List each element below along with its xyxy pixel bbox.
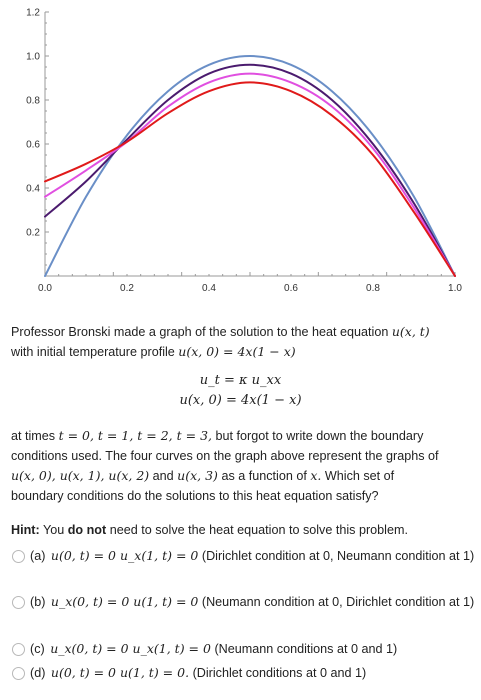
x-tick-label: 0.0 <box>38 283 52 294</box>
radio-button-b[interactable] <box>12 596 25 609</box>
y-tick-label: 0.4 <box>26 183 40 195</box>
x-tick-label: 0.6 <box>284 283 298 294</box>
option-d[interactable]: (d) u(0, t) = 0 u(1, t) = 0. (Dirichlet conditions at 0 and 1) <box>12 664 366 682</box>
x-tick-label: 0.4 <box>202 283 216 294</box>
x-tick-label: 0.2 <box>120 283 134 294</box>
y-tick-label: 0.8 <box>26 95 40 107</box>
question-paragraph-2: at times t = 0, t = 1, t = 2, t = 3, but forgot to write down the boundary conditions used. The four curves on the graph above represent the graphs of u(x, 0), u(x, 1), u(x, 2) and u(x, 3) as a function of x. Which set of boundary conditions do the solutions to this heat equation satisfy? <box>11 428 439 503</box>
heat-equation: u_t = κ u_xx <box>199 373 282 388</box>
option-a[interactable]: (a) u(0, t) = 0 u_x(1, t) = 0 (Dirichlet condition at 0, Neumann condition at 1) <box>12 547 474 565</box>
plot-curves <box>45 56 455 276</box>
y-tick-label: 1.2 <box>26 7 40 19</box>
y-tick-label: 1.0 <box>26 51 40 63</box>
plot-axes <box>26 8 462 295</box>
hint-text: Hint: You do not need to solve the heat equation to solve this problem. <box>11 523 408 537</box>
solution-plot <box>0 0 481 300</box>
y-tick-label: 0.2 <box>26 227 40 239</box>
question-paragraph-1: Professor Bronski made a graph of the solution to the heat equation u(x, t) with initial temperature profile u(x, 0) = 4x(1 − x) <box>11 324 430 359</box>
y-tick-label: 0.6 <box>26 139 40 151</box>
series-line-2 <box>45 74 455 276</box>
radio-button-a[interactable] <box>12 550 25 563</box>
radio-button-c[interactable] <box>12 643 25 656</box>
initial-condition: u(x, 0) = 4x(1 − x) <box>179 393 302 408</box>
series-line-0 <box>45 56 455 276</box>
option-b[interactable]: (b) u_x(0, t) = 0 u(1, t) = 0 (Neumann condition at 0, Dirichlet condition at 1) <box>12 593 474 611</box>
series-line-3 <box>45 82 455 276</box>
series-line-1 <box>45 65 455 276</box>
x-tick-label: 1.0 <box>448 283 462 294</box>
x-tick-label: 0.8 <box>366 283 380 294</box>
radio-button-d[interactable] <box>12 667 25 680</box>
option-c[interactable]: (c) u_x(0, t) = 0 u_x(1, t) = 0 (Neumann conditions at 0 and 1) <box>12 640 397 658</box>
